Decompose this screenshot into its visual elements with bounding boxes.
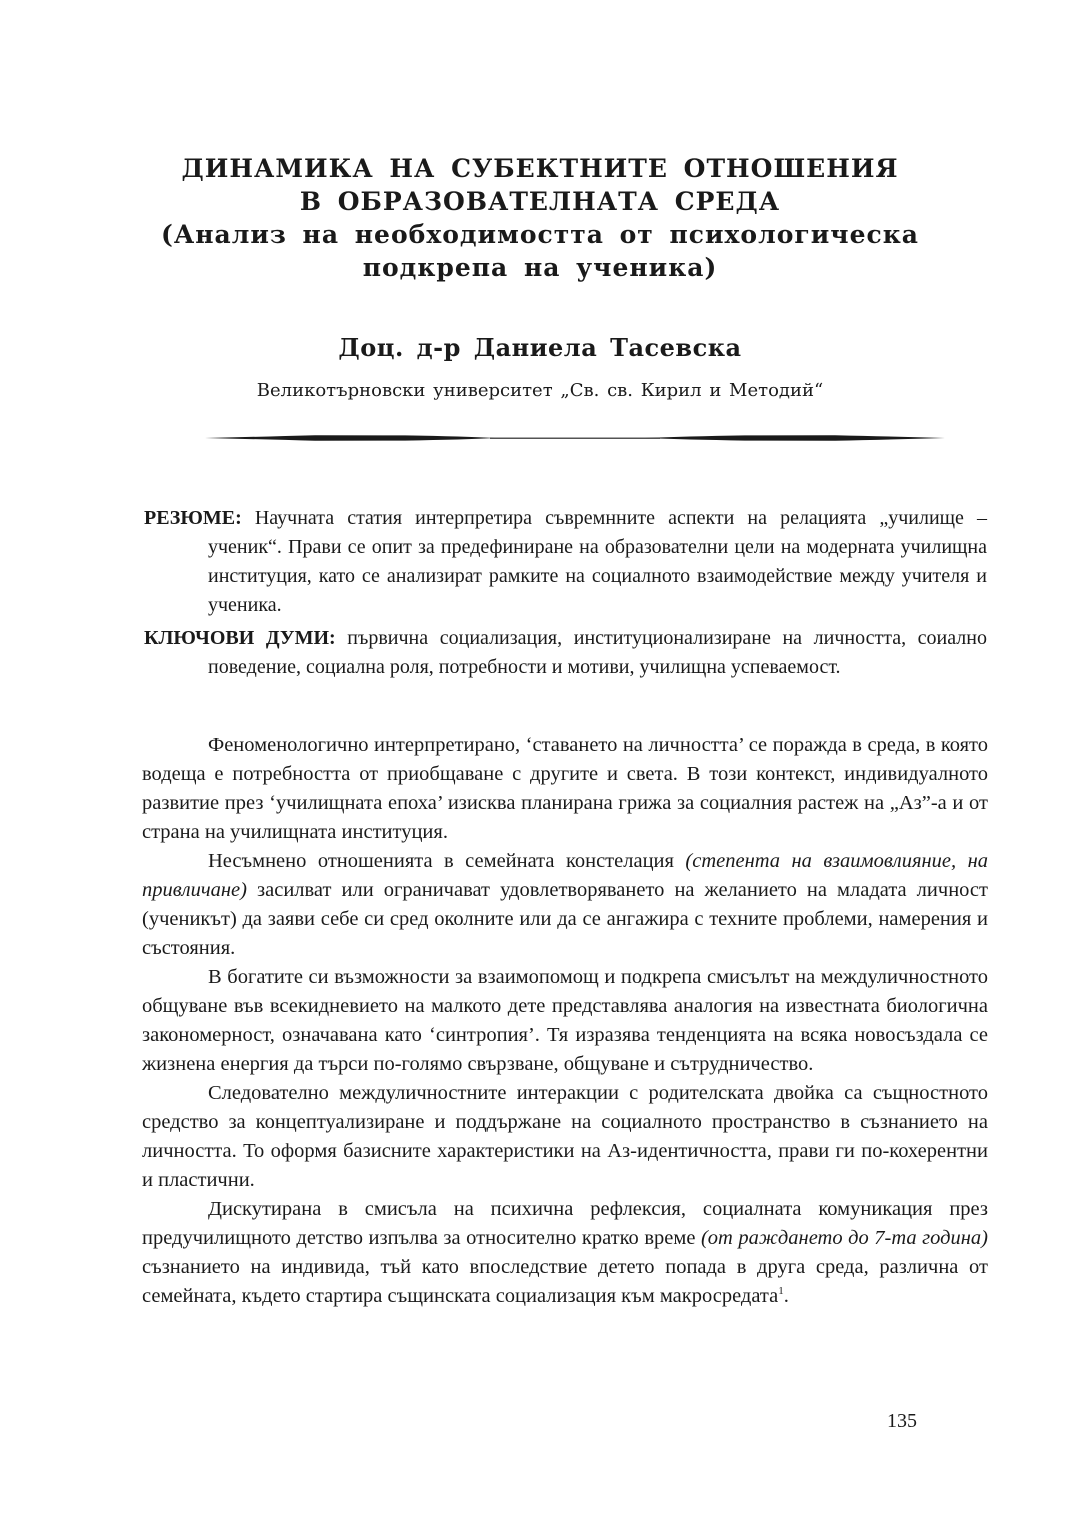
keywords-label: КЛЮЧОВИ ДУМИ: bbox=[144, 627, 336, 649]
paragraph-2-end: засилват или ограничават удовлетворяването на желанието на младата личност (ученикът) да заяви себе си сред околните или да се ангажира с техните проблеми, намерения и състояния. bbox=[142, 879, 988, 959]
paragraph-5-tail: . bbox=[783, 1285, 789, 1307]
subtitle-line-2: подкрепа на ученика) bbox=[362, 253, 718, 282]
summary-entry bbox=[144, 504, 987, 620]
paragraph-5 bbox=[142, 1195, 988, 1311]
abstract-section bbox=[144, 504, 987, 682]
author-affiliation: Великотърновски университет „Св. св. Кирил и Методий“ bbox=[256, 380, 824, 401]
title-line-2: В ОБРАЗОВАТЕЛНАТА СРЕДА bbox=[299, 187, 781, 216]
paragraph-3: В богатите си възможности за взаимопомощ и подкрепа смисълът на междуличностното общуване във всекидневието на малкото дете представлява аналогия на известната биологична закономерност, означавана като ‘синтропия’. Тя изразява тенденцията на всяка новосъздала се жизнена енергия да търси по-голямо свързване, общуване и сътрудничество. bbox=[142, 966, 988, 1075]
article-title bbox=[140, 152, 940, 284]
paragraph-5-end: съзнанието на индивида, тъй като впоследствие детето попада в друга среда, различна от семейната, където стартира същинската социализация към макросредата bbox=[142, 1256, 988, 1307]
article-body bbox=[142, 731, 988, 1311]
keywords-text: първична социализация, институционализиране на личността, соиално поведение, социална роля, потребности и мотиви, училищна успеваемост. bbox=[208, 627, 987, 678]
keywords-entry bbox=[144, 624, 987, 682]
decorative-divider bbox=[205, 428, 945, 448]
page-number: 135 bbox=[887, 1410, 917, 1432]
paragraph-2-start: Несъмнено отношенията в семейната констелация bbox=[208, 850, 686, 872]
paragraph-5-start: Дискутирана в смисъла на психична рефлексия, социалната комуникация през предучилищното детство изпълва за относително кратко време bbox=[142, 1198, 988, 1249]
footnote-marker[interactable]: 1 bbox=[778, 1285, 784, 1297]
paragraph-5-italic: (от раждането до 7-та година) bbox=[700, 1227, 988, 1249]
summary-label: РЕЗЮМЕ: bbox=[144, 507, 242, 529]
paragraph-4: Следователно междуличностните интеракции с родителската двойка са същностното средство за концептуализиране и поддържане на социалното пространство в съзнанието на личността. То оформя базисните характеристики на Аз-идентичността, прави ги по-кохерентни и пластични. bbox=[142, 1082, 988, 1191]
subtitle-line-1: (Анализ на необходимостта от психологическа bbox=[161, 220, 919, 249]
summary-text: Научната статия интерпретира съвремнните аспекти на релацията „училище – ученик“. Прави се опит за предефиниране на образователни цели на модерната училищна институция, като се анализират рамките на социалното взаимодействие между учителя и ученика. bbox=[208, 507, 988, 616]
paragraph-1: Феноменологично интерпретирано, ‘ставането на личността’ се поражда в среда, в която водеща е потребността от приобщаване с другите и света. В този контекст, индивидуалното развитие през ‘училищната епоха’ изисква планирана грижа за социалния растеж на „Аз”-а и от страна на училищната институция. bbox=[142, 734, 988, 843]
paragraph-2 bbox=[142, 847, 988, 963]
author-name: Доц. д-р Даниела Тасевска bbox=[338, 333, 742, 362]
paragraph-2-italic: (степента на взаимовлияние, на привличане) bbox=[142, 850, 988, 901]
title-line-1: ДИНАМИКА НА СУБЕКТНИТЕ ОТНОШЕНИЯ bbox=[181, 154, 899, 183]
